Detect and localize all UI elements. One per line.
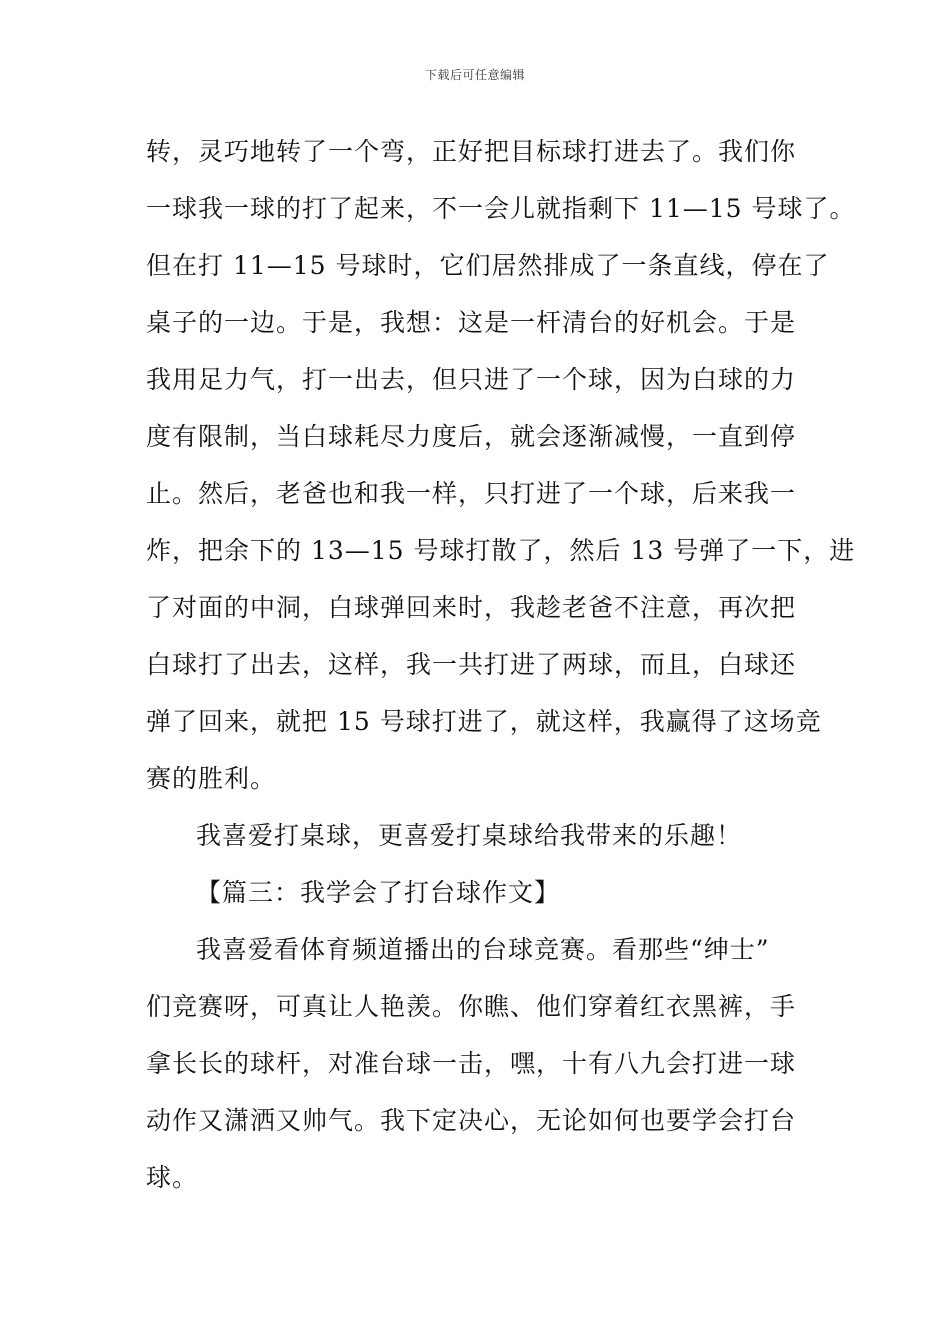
text-line: 球。 bbox=[146, 1163, 199, 1192]
text-line: 白球打了出去，这样，我一共打进了两球，而且，白球还 bbox=[146, 650, 797, 679]
text-line: 止。然后，老爸也和我一样，只打进了一个球，后来我一 bbox=[146, 479, 797, 508]
section-heading: 【篇三：我学会了打台球作文】 bbox=[196, 878, 561, 907]
text-line: 一球我一球的打了起来，不一会儿就指剩下 11—15 号球了。 bbox=[146, 194, 856, 223]
text-line: 赛的胜利。 bbox=[146, 764, 277, 793]
text-line: 们竞赛呀，可真让人艳羡。你瞧、他们穿着红衣黑裤，手 bbox=[146, 992, 797, 1021]
text-line: 转，灵巧地转了一个弯，正好把目标球打进去了。我们你 bbox=[146, 137, 797, 166]
text-line: 度有限制，当白球耗尽力度后，就会逐渐减慢，一直到停 bbox=[146, 422, 797, 451]
paragraph-line: 我喜爱看体育频道播出的台球竞赛。看那些“绅士” bbox=[196, 935, 770, 964]
page-header: 下载后可任意编辑 bbox=[424, 68, 525, 82]
text-line: 桌子的一边。于是，我想：这是一杆清台的好机会。于是 bbox=[146, 308, 797, 337]
text-line: 了对面的中洞，白球弹回来时，我趁老爸不注意，再次把 bbox=[146, 593, 797, 622]
text-line: 但在打 11—15 号球时，它们居然排成了一条直线，停在了 bbox=[146, 251, 830, 280]
text-line: 弹了回来，就把 15 号球打进了，就这样，我赢得了这场竞 bbox=[146, 707, 822, 736]
text-line: 我用足力气，打一出去，但只进了一个球，因为白球的力 bbox=[146, 365, 797, 394]
text-line: 动作又潇洒又帅气。我下定决心，无论如何也要学会打台 bbox=[146, 1106, 797, 1135]
text-line: 炸，把余下的 13—15 号球打散了，然后 13 号弹了一下，进 bbox=[146, 536, 856, 565]
paragraph-line: 我喜爱打桌球，更喜爱打桌球给我带来的乐趣！ bbox=[196, 821, 743, 850]
text-line: 拿长长的球杆，对准台球一击，嘿，十有八九会打进一球 bbox=[146, 1049, 797, 1078]
document-body bbox=[146, 130, 866, 1213]
